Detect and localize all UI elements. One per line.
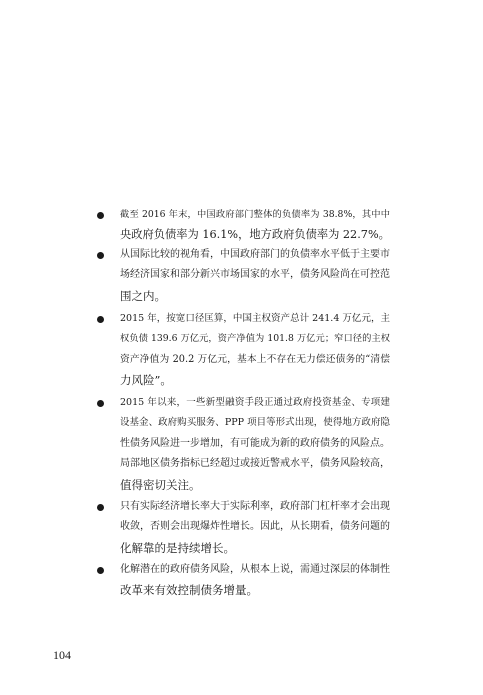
bullet-text-line: 围之内。 bbox=[120, 289, 166, 303]
bullet-text-line: 从国际比较的视角看，中国政府部门的负债率水平低于主要市 bbox=[120, 249, 390, 260]
bullet-text-line: 化解潜在的政府债务风险，从根本上说，需通过深层的体制性 bbox=[120, 564, 390, 575]
bullet-text-line: 性债务风险进一步增加，有可能成为新的政府债务的风险点。 bbox=[120, 438, 390, 449]
bullet-text-line: 局部地区债务指标已经超过或接近警戒水平，债务风险较高， bbox=[120, 458, 390, 469]
bullet-text-line: 截至 2016 年末，中国政府部门整体的负债率为 38.8%，其中中 bbox=[120, 209, 390, 220]
bullet-text-line: 只有实际经济增长率大于实际利率，政府部门杠杆率才会出现 bbox=[120, 501, 390, 512]
bullet-text-line: 收敛，否则会出现爆炸性增长。因此，从长期看，债务问题的 bbox=[120, 521, 390, 532]
bullet-icon bbox=[97, 212, 104, 219]
bullet-text-line: 改革来有效控制债务增量。 bbox=[120, 583, 258, 597]
bullet-text-line: 央政府负债率为 16.1%，地方政府负债率为 22.7%。 bbox=[120, 228, 390, 241]
bullet-text-line: 场经济国家和部分新兴市场国家的水平，债务风险尚在可控范 bbox=[120, 269, 390, 280]
bullet-icon bbox=[97, 252, 104, 259]
bullet-text-line: 资产净值为 20.2 万亿元，基本上不存在无力偿还债务的“清偿 bbox=[120, 354, 390, 365]
bullet-text-line: 2015 年以来，一些新型融资手段正通过政府投资基金、专项建 bbox=[120, 397, 390, 408]
bullet-icon bbox=[97, 400, 104, 407]
bullet-icon bbox=[97, 504, 104, 511]
bullet-text-line: 权负债 139.6 万亿元，资产净值为 101.8 万亿元；窄口径的主权 bbox=[120, 333, 390, 344]
page-number: 104 bbox=[53, 648, 71, 662]
bullet-text-line: 2015 年，按宽口径匡算，中国主权资产总计 241.4 万亿元，主 bbox=[120, 313, 390, 324]
bullet-icon bbox=[97, 316, 104, 323]
bullet-icon bbox=[97, 567, 104, 574]
bullet-text-line: 值得密切关注。 bbox=[120, 478, 201, 492]
bullet-text-line: 化解靠的是持续增长。 bbox=[120, 541, 235, 555]
bullet-text-line: 设基金、政府购买服务、PPP 项目等形式出现，使得地方政府隐 bbox=[120, 417, 390, 428]
bullet-text-line: 力风险”。 bbox=[120, 373, 172, 387]
